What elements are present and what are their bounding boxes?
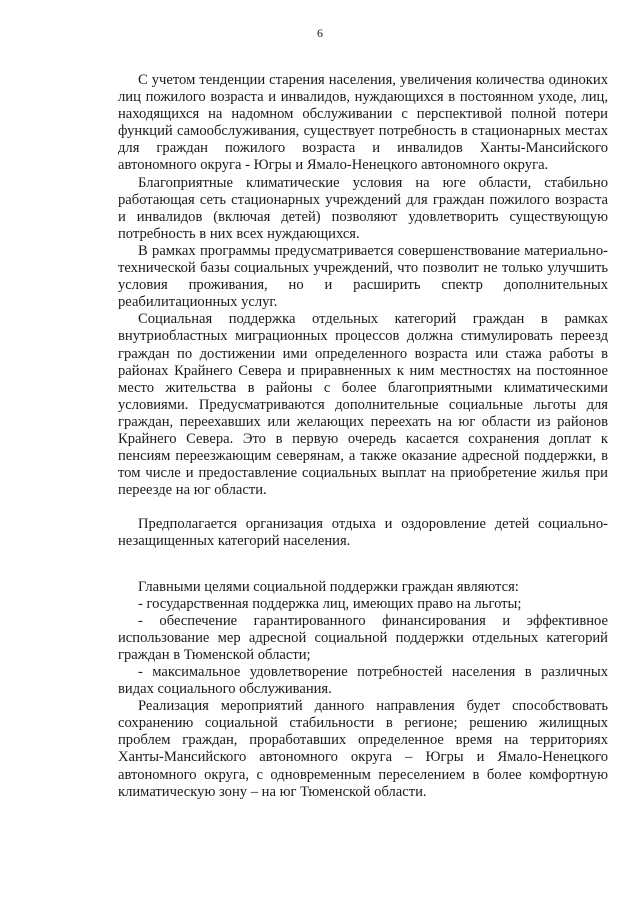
list-item-max-satisfaction: - максимальное удовлетворение потребностей населения в различных видах социального обслуживания. [118, 664, 608, 698]
page-number: 6 [317, 26, 323, 40]
paragraph-children-rest: Предполагается организация отдыха и оздоровление детей социально-незащищенных категорий населения. [118, 516, 608, 550]
paragraph-elderly-needs: С учетом тенденции старения населения, увеличения количества одиноких лиц пожилого возраста и инвалидов, нуждающихся в постоянном уходе, лиц, находящихся на надомном обслуживании с перспективой полной потери функций самообслуживания, существует потребность в стационарных местах для граждан пожилого возраста и инвалидов Ханты-Мансийского автономного округа - Югры и Ямало-Ненецкого автономного округа. [118, 72, 608, 174]
paragraph-climate-conditions: Благоприятные климатические условия на юге области, стабильно работающая сеть стационарных учреждений для граждан пожилого возраста и инвалидов (включая детей) позволяют удовлетворить существующую потребность в них всех нуждающихся. [118, 174, 608, 242]
paragraph-migration-support: Социальная поддержка отдельных категорий граждан в рамках внутриобластных миграционных процессов должна стимулировать переезд граждан по достижении ими определенного возраста или стажа работы в районах Крайнего Севера и приравненных к ним местностях на постоянное место жительства в районы с более благоприятными климатическими условиями. Предусматриваются дополнительные социальные льготы для граждан, переехавших или желающих переехать на юг области из районов Крайнего Севера. Это в первую очередь касается сохранения доплат к пенсиям переезжающим северянам, а также оказание адресной поддержки, в том числе и предоставление социальных выплат на приобретение жилья при переезде на юг области. [118, 311, 608, 499]
paragraph-program-improvement: В рамках программы предусматривается совершенствование материально-технической базы социальных учреждений, что позволит не только улучшить условия проживания, но и расширить спектр дополнительных реабилитационных услуг. [118, 242, 608, 311]
paragraph-implementation: Реализация мероприятий данного направления будет способствовать сохранению социальной стабильности в регионе; решению жилищных проблем граждан, проработавших определенное время на территориях Ханты-Мансийского автономного округа – Югры и Ямало-Ненецкого автономного округа, с одновременным переселением в более комфортную климатическую зону – на юг Тюменской области. [118, 698, 608, 800]
list-item-state-support: - государственная поддержка лиц, имеющих право на льготы; [138, 595, 522, 612]
paragraph-main-goals-heading: Главными целями социальной поддержки граждан являются: [138, 578, 519, 595]
list-item-financing: - обеспечение гарантированного финансирования и эффективное использование мер адресной социальной поддержки отдельных категорий граждан в Тюменской области; [118, 612, 608, 663]
document-body [118, 72, 608, 801]
